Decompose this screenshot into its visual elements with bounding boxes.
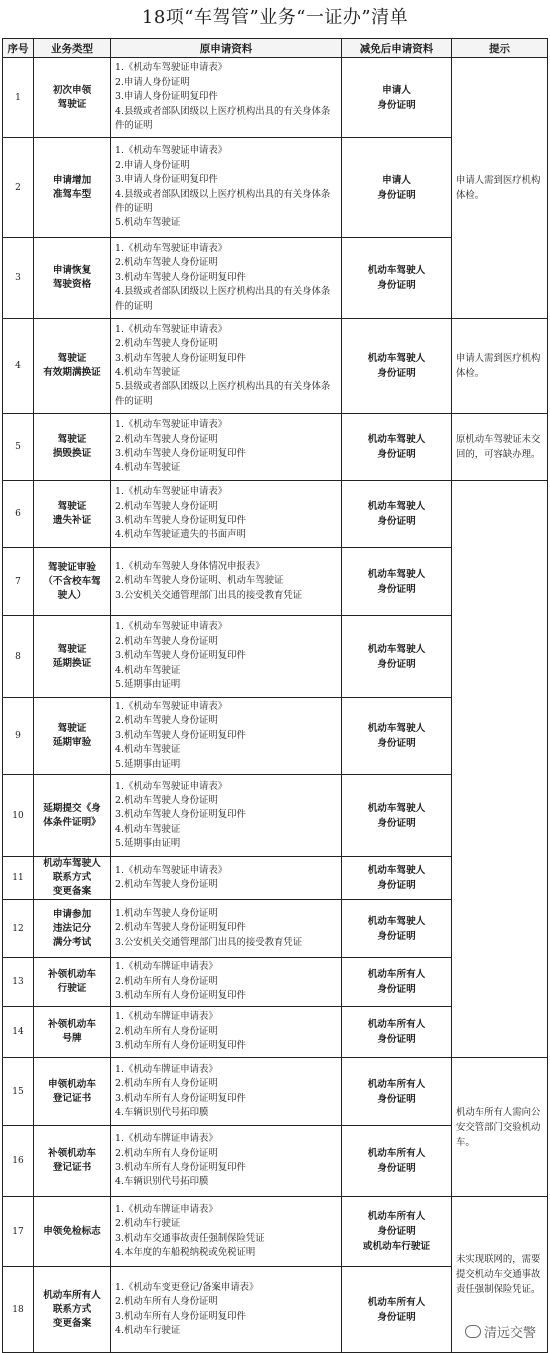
business-type-cell xyxy=(34,414,111,481)
original-doc-item: 4.机动车驾驶证 xyxy=(115,462,181,474)
original-doc-item: 2.机动车所有人身份证明 xyxy=(115,1078,218,1090)
business-type-cell xyxy=(34,1058,111,1126)
original-doc-item: 2.机动车驾驶人身份证明 xyxy=(115,338,218,350)
business-type-line: 变更备案 xyxy=(52,1317,92,1329)
business-type-line: 驾驶证 xyxy=(57,353,87,364)
reduced-docs-cell xyxy=(342,138,452,238)
original-doc-item: 1.《机动车驾驶证申请表》 xyxy=(115,621,228,633)
row-number: 15 xyxy=(3,1058,34,1126)
business-type-line: 驾驶证审验 xyxy=(48,561,96,573)
business-type-cell xyxy=(34,138,111,238)
original-doc-item: 4.机动车驾驶证 xyxy=(115,367,181,378)
original-doc-item: 4.县级或者部队团级以上医疗机构出具的有关身体条件的证明 xyxy=(115,188,331,214)
row-number: 11 xyxy=(3,857,34,900)
original-docs-cell xyxy=(111,698,342,775)
reduced-doc-line: 机动车驾驶人 xyxy=(367,643,426,655)
original-doc-item: 1.《机动车驾驶人身体情况申报表》 xyxy=(115,560,265,572)
original-docs-cell xyxy=(111,1007,342,1058)
original-docs-cell xyxy=(111,548,342,616)
header-no: 序号 xyxy=(3,39,34,58)
business-type-line: 驾驶证 xyxy=(57,434,87,445)
original-docs-cell xyxy=(111,319,342,414)
reduced-doc-line: 机动车所有人 xyxy=(367,1211,426,1223)
original-doc-item: 3.机动车驾驶人身份证明复印件 xyxy=(115,352,246,364)
row-number: 16 xyxy=(3,1126,34,1197)
business-type-line: 延期提交《身 xyxy=(43,802,101,814)
original-doc-item: 5.县级或者部队团级以上医疗机构出具的有关身体条件的证明 xyxy=(115,381,331,407)
original-doc-item: 4.县级或者部队团级以上医疗机构出具的有关身体条件的证明 xyxy=(115,105,331,132)
business-type-line: 驾驶证 xyxy=(57,98,87,110)
business-type-line: 体条件证明》 xyxy=(43,816,101,828)
table-row xyxy=(3,1058,548,1126)
original-doc-item: 4.机动车驾驶证 xyxy=(115,744,181,756)
original-doc-item: 3.机动车驾驶人身份证明复印件 xyxy=(115,515,246,526)
business-type-cell xyxy=(34,958,111,1007)
reduced-docs-cell xyxy=(342,238,452,319)
original-doc-item: 2.机动车驾驶人身份证明 xyxy=(115,257,218,269)
original-doc-item: 2.申请人身份证明 xyxy=(115,159,190,171)
original-doc-item: 2.机动车驾驶人身份证明 xyxy=(115,500,218,512)
original-docs-cell xyxy=(111,1058,342,1126)
reduced-docs-cell xyxy=(342,319,452,414)
reduced-doc-line: 身份证明 xyxy=(377,1034,416,1046)
original-doc-item: 3.机动车所有人身份证明复印件 xyxy=(115,1040,246,1052)
row-number: 7 xyxy=(3,548,34,616)
original-doc-item: 2.机动车行驶证 xyxy=(115,1218,181,1230)
row-number: 9 xyxy=(3,698,34,775)
tip-cell xyxy=(452,319,548,414)
business-type-cell xyxy=(34,616,111,698)
row-number: 18 xyxy=(3,1267,34,1353)
reduced-doc-line: 机动车驾驶人 xyxy=(367,353,426,364)
reduced-doc-line: 身份证明 xyxy=(377,817,416,829)
row-number: 2 xyxy=(3,138,34,238)
original-doc-item: 3.申请人身份证明复印件 xyxy=(115,174,218,186)
business-type-line: 登记证书 xyxy=(52,1092,92,1104)
business-type-line: 登记证书 xyxy=(52,1162,92,1174)
reduced-docs-cell xyxy=(342,1058,452,1126)
tip-text: 申请人需到医疗机构体检。 xyxy=(456,353,541,379)
reduced-doc-line: 身份证明 xyxy=(377,880,416,892)
original-doc-item: 1.《机动车驾驶证申请表》 xyxy=(115,62,228,74)
business-type-line: 机动车所有人 xyxy=(43,1289,101,1301)
business-type-line: 申领免检标志 xyxy=(43,1225,101,1237)
original-doc-item: 4.车辆识别代号拓印膜 xyxy=(115,1176,209,1188)
business-type-line: 申请增加 xyxy=(52,174,92,186)
reduced-doc-line: 身份证明 xyxy=(377,930,416,942)
business-type-cell xyxy=(34,1197,111,1267)
reduced-doc-line: 机动车驾驶人 xyxy=(367,865,426,877)
original-doc-item: 2.机动车驾驶人身份证明复印件 xyxy=(115,922,246,934)
original-doc-item: 5.延期事由证明 xyxy=(115,679,181,691)
original-doc-item: 1.《机动车驾驶证申请表》 xyxy=(115,701,228,712)
header-tips: 提示 xyxy=(452,39,548,58)
reduced-doc-line: 机动车所有人 xyxy=(367,1019,426,1031)
original-doc-item: 3.机动车驾驶人身份证明复印件 xyxy=(115,809,246,821)
business-type-line: 联系方式 xyxy=(52,872,92,884)
tip-text: 申请人需到医疗机构体检。 xyxy=(456,175,541,201)
original-doc-item: 3.机动车驾驶人身份证明复印件 xyxy=(115,271,246,283)
row-number: 8 xyxy=(3,616,34,698)
reduced-docs-cell xyxy=(342,775,452,857)
table-row xyxy=(3,58,548,138)
reduced-doc-line: 身份证明 xyxy=(377,1311,416,1323)
business-type-line: 准驾车型 xyxy=(52,188,92,200)
reduced-doc-line: 身份证明 xyxy=(377,1163,416,1175)
business-type-cell xyxy=(34,857,111,900)
business-type-line: 机动车驾驶人 xyxy=(43,858,101,870)
reduced-doc-line: 身份证明 xyxy=(377,1093,416,1105)
reduced-doc-line: 身份证明 xyxy=(377,583,416,595)
watermark-text: 清远交警 xyxy=(483,1326,536,1341)
original-doc-item: 1.《机动车驾驶证申请表》 xyxy=(115,780,228,792)
original-doc-item: 4.机动车驾驶证 xyxy=(115,664,181,676)
table-row xyxy=(3,319,548,414)
business-type-line: 申请参加 xyxy=(52,908,92,920)
original-doc-item: 3.公安机关交通管理部门出具的接受教育凭证 xyxy=(115,936,303,948)
business-type-line: 驾驶证 xyxy=(57,723,87,735)
original-doc-item: 1.《机动车牌证申请表》 xyxy=(115,1133,218,1145)
original-doc-item: 3.机动车所有人身份证明复印件 xyxy=(115,1310,246,1322)
row-number: 6 xyxy=(3,481,34,548)
original-docs-cell xyxy=(111,857,342,900)
business-type-cell xyxy=(34,698,111,775)
original-docs-cell xyxy=(111,481,342,548)
original-doc-item: 1.《机动车驾驶证申请表》 xyxy=(115,242,228,254)
business-type-line: 补领机动车 xyxy=(48,1019,96,1031)
table-row xyxy=(3,481,548,548)
row-number: 17 xyxy=(3,1197,34,1267)
header-type: 业务类型 xyxy=(34,39,111,58)
header-original-docs: 原申请资料 xyxy=(111,39,342,58)
business-type-line: 延期换证 xyxy=(52,657,92,669)
business-type-cell xyxy=(34,775,111,857)
original-doc-item: 1.《机动车变更登记/备案申请表》 xyxy=(115,1281,259,1293)
business-type-cell xyxy=(34,900,111,958)
reduced-docs-cell xyxy=(342,958,452,1007)
reduced-doc-line: 机动车驾驶人 xyxy=(367,915,426,927)
original-docs-cell xyxy=(111,1267,342,1353)
reduced-docs-cell xyxy=(342,900,452,958)
original-doc-item: 3.公安机关交通管理部门出具的接受教育凭证 xyxy=(115,589,303,601)
original-doc-item: 2.机动车驾驶人身份证明 xyxy=(115,879,218,891)
business-type-cell xyxy=(34,1267,111,1353)
business-type-line: 有效期满换证 xyxy=(43,367,101,378)
original-doc-item: 2.申请人身份证明 xyxy=(115,76,190,88)
business-type-line: 补领机动车 xyxy=(48,969,96,981)
original-doc-item: 2.机动车所有人身份证明 xyxy=(115,1025,218,1037)
business-type-line: 违法记分 xyxy=(52,922,92,934)
row-number: 4 xyxy=(3,319,34,414)
reduced-docs-cell xyxy=(342,1007,452,1058)
original-doc-item: 3.机动车所有人身份证明复印件 xyxy=(115,1162,246,1174)
original-doc-item: 3.机动车驾驶人身份证明复印件 xyxy=(115,448,246,459)
reduced-doc-line: 身份证明 xyxy=(377,449,416,460)
original-doc-item: 4.车辆识别代号拓印膜 xyxy=(115,1106,209,1118)
original-docs-cell xyxy=(111,900,342,958)
original-doc-item: 3.机动车交通事故责任强制保险凭证 xyxy=(115,1232,265,1244)
original-doc-item: 1.《机动车驾驶证申请表》 xyxy=(115,486,228,498)
reduced-doc-line: 机动车驾驶人 xyxy=(367,501,426,512)
watermark xyxy=(465,1322,536,1341)
original-doc-item: 4.机动车驾驶证遗失的书面声明 xyxy=(115,529,246,541)
original-doc-item: 3.机动车所有人身份证明复印件 xyxy=(115,990,246,1002)
business-type-line: 申请恢复 xyxy=(52,265,92,276)
tip-cell xyxy=(452,1058,548,1197)
reduced-doc-line: 机动车驾驶人 xyxy=(367,434,426,445)
reduced-docs-cell xyxy=(342,481,452,548)
business-type-line: 驾驶证 xyxy=(57,501,87,512)
reduced-doc-line: 申请人 xyxy=(382,174,411,186)
business-type-line: 初次申领 xyxy=(52,84,92,96)
reduced-doc-line: 机动车驾驶人 xyxy=(367,265,426,276)
business-type-line: 损毁换证 xyxy=(52,448,92,459)
original-doc-item: 1.《机动车牌证申请表》 xyxy=(115,1203,218,1215)
original-doc-item: 1.《机动车驾驶证申请表》 xyxy=(115,145,228,157)
reduced-docs-cell xyxy=(342,548,452,616)
original-docs-cell xyxy=(111,958,342,1007)
business-type-line: 变更备案 xyxy=(52,886,92,898)
original-docs-cell xyxy=(111,616,342,698)
row-number: 13 xyxy=(3,958,34,1007)
original-doc-item: 2.机动车驾驶人身份证明、机动车驾驶证 xyxy=(115,575,284,587)
business-type-cell xyxy=(34,58,111,138)
original-docs-cell xyxy=(111,775,342,857)
original-doc-item: 1.《机动车驾驶证申请表》 xyxy=(115,323,228,335)
original-doc-item: 3.机动车驾驶人身份证明复印件 xyxy=(115,729,246,741)
reduced-docs-cell xyxy=(342,857,452,900)
reduced-doc-line: 身份证明 xyxy=(377,516,416,527)
original-doc-item: 4.机动车驾驶证 xyxy=(115,823,181,835)
reduced-doc-line: 机动车所有人 xyxy=(367,1148,426,1160)
original-doc-item: 4.机动车行驶证 xyxy=(115,1324,181,1336)
original-doc-item: 3.机动车所有人身份证明复印件 xyxy=(115,1092,246,1104)
reduced-doc-line: 机动车驾驶人 xyxy=(367,568,426,580)
original-doc-item: 2.机动车所有人身份证明 xyxy=(115,975,218,987)
business-type-line: 驾驶资格 xyxy=(52,279,92,290)
tip-cell xyxy=(452,58,548,319)
reduced-doc-line: 身份证明 xyxy=(377,280,416,291)
original-doc-item: 1.《机动车牌证申请表》 xyxy=(115,1063,218,1075)
reduced-doc-line: 身份证明 xyxy=(377,738,416,750)
business-type-line: 遗失补证 xyxy=(52,515,92,526)
chat-bubble-icon xyxy=(465,1325,481,1338)
tip-text: 原机动车驾驶证未交回的，可容缺办理。 xyxy=(456,434,541,460)
reduced-doc-line: 申请人 xyxy=(382,84,411,96)
business-type-line: 号牌 xyxy=(62,1033,82,1045)
row-number: 14 xyxy=(3,1007,34,1058)
business-type-cell xyxy=(34,319,111,414)
original-doc-item: 1.机动车驾驶人身份证明 xyxy=(115,907,218,919)
original-docs-cell xyxy=(111,238,342,319)
reduced-docs-cell xyxy=(342,414,452,481)
table-header-row xyxy=(3,39,548,58)
reduced-docs-cell xyxy=(342,616,452,698)
tip-text: 机动车所有人需向公安交管部门交验机动车。 xyxy=(456,1106,541,1148)
original-doc-item: 4.县级或者部队团级以上医疗机构出具的有关身体条件的证明 xyxy=(115,286,331,312)
original-docs-cell xyxy=(111,1126,342,1197)
reduced-doc-line: 机动车所有人 xyxy=(367,1296,426,1308)
reduced-doc-line: 机动车所有人 xyxy=(367,969,426,981)
original-doc-item: 1.《机动车驾驶证申请表》 xyxy=(115,419,228,431)
original-doc-item: 2.机动车所有人身份证明 xyxy=(115,1296,218,1308)
reduced-docs-cell xyxy=(342,1197,452,1267)
reduced-doc-line: 身份证明 xyxy=(377,984,416,996)
tip-text: 未实现联网的，需要提交机动车交通事故责任强制保险凭证。 xyxy=(456,1254,541,1296)
reduced-doc-line: 机动车驾驶人 xyxy=(367,802,426,814)
original-doc-item: 3.申请人身份证明复印件 xyxy=(115,91,218,103)
reduced-docs-cell xyxy=(342,58,452,138)
original-doc-item: 3.机动车驾驶人身份证明复印件 xyxy=(115,650,246,662)
original-doc-item: 2.机动车驾驶人身份证明 xyxy=(115,433,218,445)
row-number: 3 xyxy=(3,238,34,319)
reduced-doc-line: 或机动车行驶证 xyxy=(362,1241,431,1253)
business-type-cell xyxy=(34,238,111,319)
original-docs-cell xyxy=(111,414,342,481)
row-number: 1 xyxy=(3,58,34,138)
original-doc-item: 1.《机动车牌证申请表》 xyxy=(115,1011,218,1023)
original-doc-item: 2.机动车驾驶人身份证明 xyxy=(115,794,218,806)
reduced-doc-line: 身份证明 xyxy=(377,99,416,111)
original-doc-item: 1.《机动车牌证申请表》 xyxy=(115,961,218,973)
original-docs-cell xyxy=(111,138,342,238)
original-docs-cell xyxy=(111,58,342,138)
reduced-docs-cell xyxy=(342,1126,452,1197)
original-docs-cell xyxy=(111,1197,342,1267)
reduced-docs-cell xyxy=(342,1267,452,1353)
business-type-line: （不含校车驾 xyxy=(43,575,101,587)
original-doc-item: 4.本年度的车船税纳税或免税证明 xyxy=(115,1246,256,1258)
row-number: 12 xyxy=(3,900,34,958)
reduced-doc-line: 身份证明 xyxy=(377,189,416,201)
business-type-line: 补领机动车 xyxy=(48,1148,96,1160)
reduced-doc-line: 机动车所有人 xyxy=(367,1078,426,1090)
business-type-line: 驾驶证 xyxy=(57,643,87,655)
row-number: 10 xyxy=(3,775,34,857)
table-row xyxy=(3,414,548,481)
business-type-cell xyxy=(34,1007,111,1058)
original-doc-item: 1.《机动车驾驶证申请表》 xyxy=(115,864,228,876)
reduced-doc-line: 身份证明 xyxy=(377,1226,416,1238)
business-type-cell xyxy=(34,481,111,548)
business-table xyxy=(2,38,548,1353)
reduced-doc-line: 机动车驾驶人 xyxy=(367,723,426,735)
business-type-line: 行驶证 xyxy=(57,983,87,995)
original-doc-item: 2.机动车驾驶人身份证明 xyxy=(115,635,218,647)
original-doc-item: 5.延期事由证明 xyxy=(115,838,181,850)
reduced-doc-line: 身份证明 xyxy=(377,658,416,670)
reduced-docs-cell xyxy=(342,698,452,775)
business-type-line: 驶人） xyxy=(57,589,87,601)
reduced-doc-line: 身份证明 xyxy=(377,368,416,379)
original-doc-item: 2.机动车所有人身份证明 xyxy=(115,1147,218,1159)
business-type-line: 申领机动车 xyxy=(48,1078,96,1090)
business-type-line: 联系方式 xyxy=(52,1303,92,1315)
tip-cell xyxy=(452,414,548,481)
tip-cell xyxy=(452,481,548,1058)
page-title: 18项“车驾管”业务“一证办”清单 xyxy=(141,7,409,28)
header-reduced-docs: 减免后申请资料 xyxy=(342,39,452,58)
table-row xyxy=(3,1197,548,1267)
row-number: 5 xyxy=(3,414,34,481)
business-type-cell xyxy=(34,548,111,616)
original-doc-item: 2.机动车驾驶人身份证明 xyxy=(115,715,218,727)
business-type-line: 满分考试 xyxy=(52,936,92,948)
business-type-line: 延期审验 xyxy=(52,737,92,749)
original-doc-item: 5.延期事由证明 xyxy=(115,758,181,770)
business-type-cell xyxy=(34,1126,111,1197)
original-doc-item: 5.机动车驾驶证 xyxy=(115,217,181,229)
